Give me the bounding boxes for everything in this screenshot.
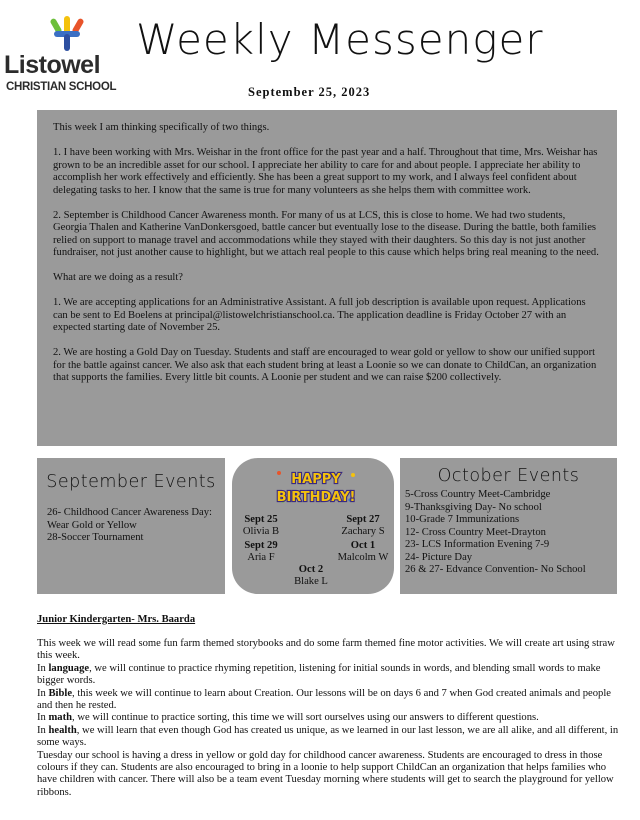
prefix: In — [37, 687, 49, 699]
message-paragraph: 1. I have been working with Mrs. Weishar in the front office for the past year and a half. Throughout that time, Mrs. Weishar has grown to be an incredible asset for our school. I appreciate her ability to care for and about people. I appreciate her ability to accomplish her work effectively and efficiently. She has been a great support to my work, and I always feel confident about delegating tasks to her. I know that the same is true for many volunteers as she helps them with committee work. — [53, 147, 598, 196]
message-paragraph: What are we doing as a result? — [53, 272, 184, 283]
junior-k-body — [37, 638, 622, 799]
school-logo — [4, 16, 116, 96]
subject-paragraph — [37, 663, 622, 688]
list-item: 26 & 27- Edvance Convention- No School — [405, 564, 586, 575]
list-item: 5-Cross Country Meet-Cambridge — [405, 489, 551, 500]
message-paragraph: 2. We are hosting a Gold Day on Tuesday. Students and staff are encouraged to wear gold or yellow to show our unified support for the battle against cancer. We also ask that each student bring at least a Loonie so we can donate to ChildCan, an organization that supports the families. Every little bit counts. A Loonie per student and we can raise $200 collectively. — [53, 347, 597, 383]
prefix: In — [37, 712, 49, 724]
message-paragraph: This week I am thinking specifically of two things. — [53, 122, 270, 133]
birthday-entry — [226, 514, 296, 538]
birthday-entry — [226, 540, 296, 564]
birthday-name: Olivia B — [242, 526, 280, 537]
birthday-name: Aria F — [247, 552, 275, 563]
october-events-box — [400, 458, 617, 594]
page-title: Weekly Messenger — [136, 15, 544, 64]
subject-paragraph — [37, 712, 622, 724]
message-paragraph: 1. We are accepting applications for an Administrative Assistant. A full job description is available upon request. Applications can be sent to Ed Boelens at principal@listowelchristianschool.ca. The application deadline is Friday October 27 with an expected starting date of November 25. — [53, 297, 586, 333]
september-events-box — [37, 458, 225, 594]
subject-text: , this week we will continue to learn about Creation. Our lessons will be on days 6 and 7 when God created animals and people and then he rested. — [37, 687, 611, 712]
list-item: 26- Childhood Cancer Awareness Day: Wear Gold or Yellow — [47, 507, 212, 531]
birthday-date: Sept 25 — [244, 514, 278, 525]
september-events-list — [47, 507, 223, 545]
paragraph: Tuesday our school is having a dress in yellow or gold day for childhood cancer awareness. Students are encouraged to dress in those colours if they can. Students are also encouraged to bring in a loonie to help support ChildCan an organization that helps families who have children with cancer. There will also be a team event Tuesday morning where students will get to search the playground for yellow ribbons. — [37, 749, 614, 798]
birthday-name: Malcolm W — [337, 552, 389, 563]
subject-label: language — [48, 662, 90, 674]
subject-paragraph — [37, 725, 622, 750]
subject-text: , we will learn that even though God has created us unique, as we learned in our last lesson, we are all alike, and all different, in some ways. — [37, 724, 619, 749]
logo-subtitle: CHRISTIAN SCHOOL — [6, 81, 117, 93]
october-events-list — [405, 489, 615, 577]
birthday-name: Zachary S — [341, 526, 385, 537]
prefix: In — [37, 662, 49, 674]
principal-message-box — [37, 110, 617, 446]
birthday-date: Oct 1 — [350, 540, 376, 551]
birthday-date: Sept 29 — [244, 540, 278, 551]
birthday-box — [232, 458, 394, 594]
list-item: 28-Soccer Tournament — [47, 532, 144, 543]
banner-line2: BIRTHDAY! — [276, 490, 356, 505]
banner-line1: HAPPY — [291, 472, 341, 487]
cross-logo-icon — [50, 16, 84, 52]
birthday-entry — [328, 514, 398, 538]
birthday-name: Blake L — [294, 576, 328, 587]
subject-paragraph — [37, 688, 622, 713]
list-item: 10-Grade 7 Immunizations — [405, 514, 520, 525]
prefix: In — [37, 724, 49, 736]
list-item: 12- Cross Country Meet-Drayton — [405, 526, 546, 538]
birthday-entry — [328, 540, 398, 564]
list-item: 23- LCS Information Evening 7-9 — [405, 539, 550, 550]
birthday-date: Oct 2 — [298, 564, 324, 575]
subject-label: health — [48, 724, 77, 736]
subject-label: Bible — [48, 687, 73, 699]
logo-name: Listowel — [4, 51, 101, 79]
list-item: 9-Thanksgiving Day- No school — [405, 501, 542, 513]
section-heading: Junior Kindergarten- Mrs. Baarda — [37, 614, 196, 625]
subject-text: , we will continue to practice rhyming repetition, listening for initial sounds in words, and blending small words to make bigger words. — [37, 662, 601, 687]
message-paragraph: 2. September is Childhood Cancer Awareness month. For many of us at LCS, this is close to home. We had two students, Georgia Thalen and Katherine VanDonkersgoed, battle cancer but eventually lose to the disease. During the battle, both families relied on support to manage travel and accommodations while they stayed with their daughters. So this day is not just another fundraiser, not just another cause to highlight, but we attach real people to this cause which helps bring real meaning to the need. — [53, 209, 599, 258]
list-item: 24- Picture Day — [405, 551, 473, 563]
issue-date: September 25, 2023 — [248, 85, 371, 99]
september-events-title: September Events — [46, 472, 216, 492]
october-events-title: October Events — [437, 466, 580, 486]
paragraph: This week we will read some fun farm themed storybooks and do some farm themed fine motor activities. We will create art using straw this week. — [37, 638, 615, 662]
subject-label: math — [48, 712, 73, 724]
birthday-entry — [276, 564, 346, 588]
subject-text: , we will continue to practice sorting, this time we will sort ourselves using our answers to different questions. — [72, 712, 539, 724]
birthday-date: Sept 27 — [346, 514, 380, 525]
happy-birthday-banner — [275, 467, 357, 507]
